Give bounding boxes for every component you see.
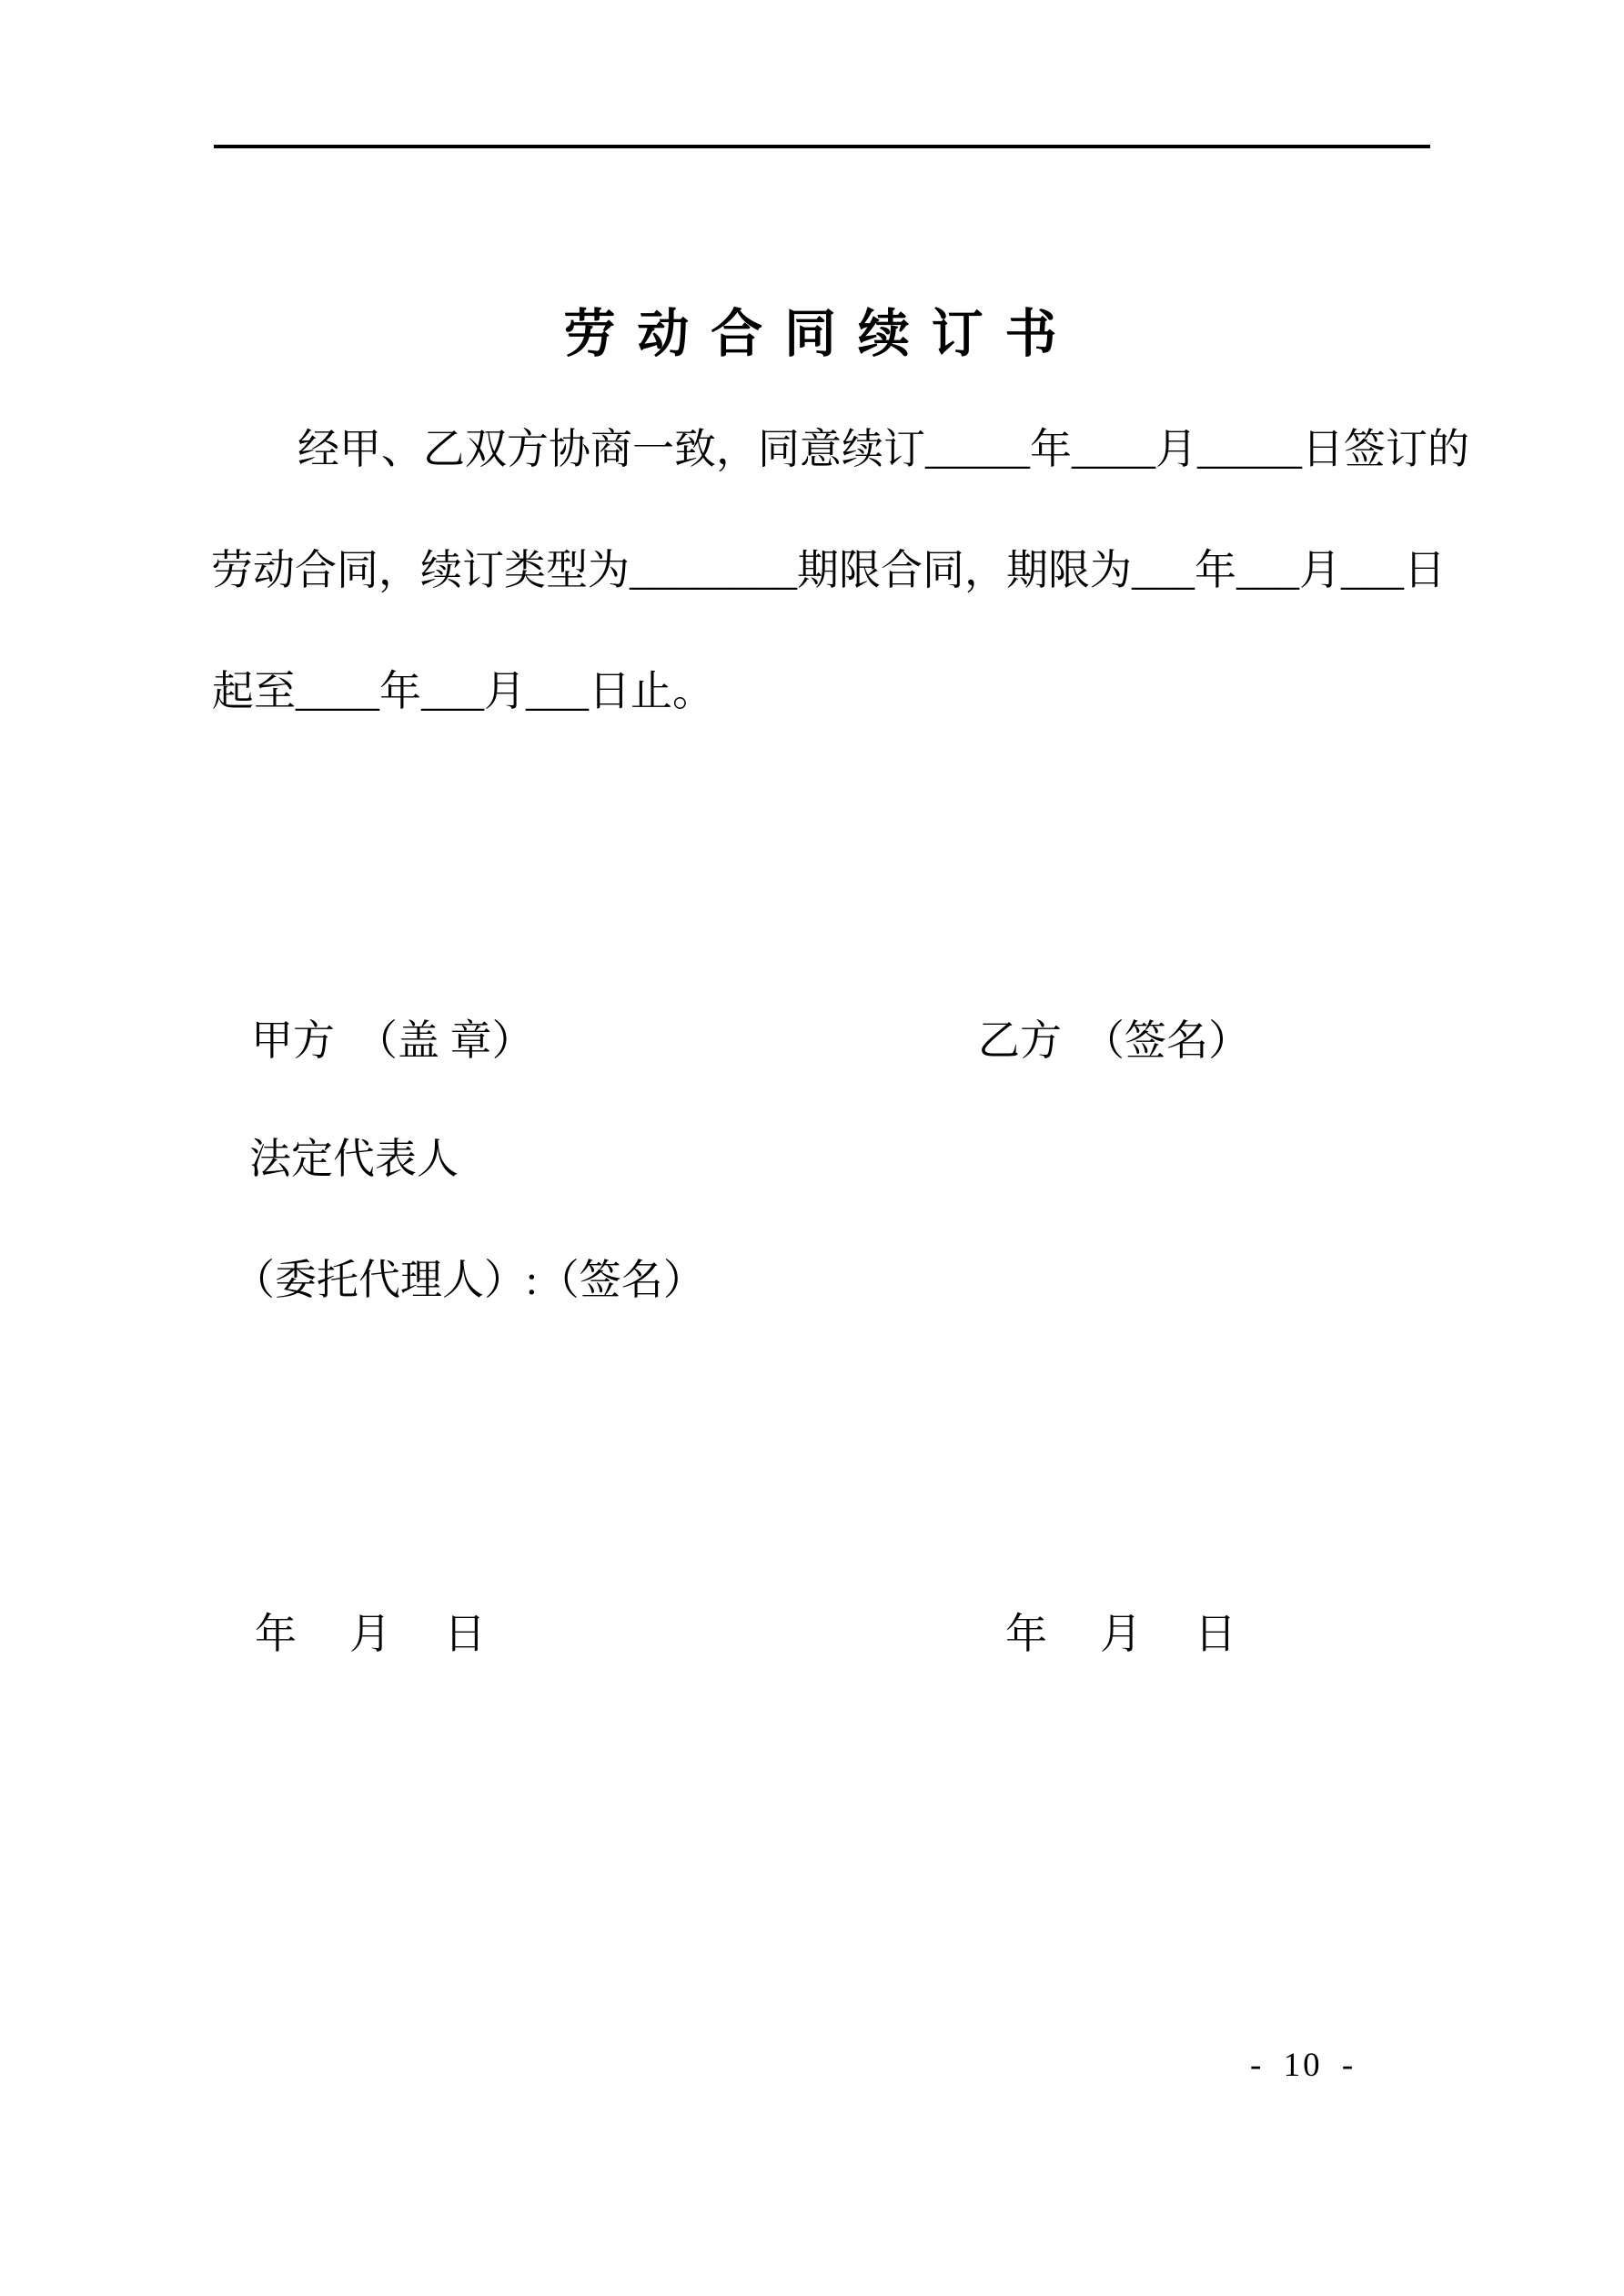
page-number: - 10 - — [1250, 2047, 1357, 2084]
party-a-seal-label: 甲方 （盖 章） — [251, 1017, 534, 1064]
document-title: 劳 动 合 同 续 订 书 — [563, 305, 1061, 363]
legal-representative-label: 法定代表人 — [249, 1136, 459, 1182]
party-a-date-line: 年 月 日 — [255, 1611, 491, 1657]
header-rule — [214, 145, 1430, 148]
party-b-signature-label: 乙方 （签名） — [978, 1017, 1250, 1064]
paragraph-line-2: 劳动合同，续订类型为________期限合同，期限为___年___月___日 — [211, 547, 1446, 593]
paragraph-line-1: 经甲、乙双方协商一致，同意续订_____年____月_____日签订的 — [298, 426, 1469, 472]
paragraph-line-3: 起至____年___月___日止。 — [212, 668, 714, 714]
entrusted-agent-label: （委托代理人）:（签名） — [233, 1257, 705, 1303]
party-b-date-line: 年 月 日 — [1005, 1611, 1242, 1657]
